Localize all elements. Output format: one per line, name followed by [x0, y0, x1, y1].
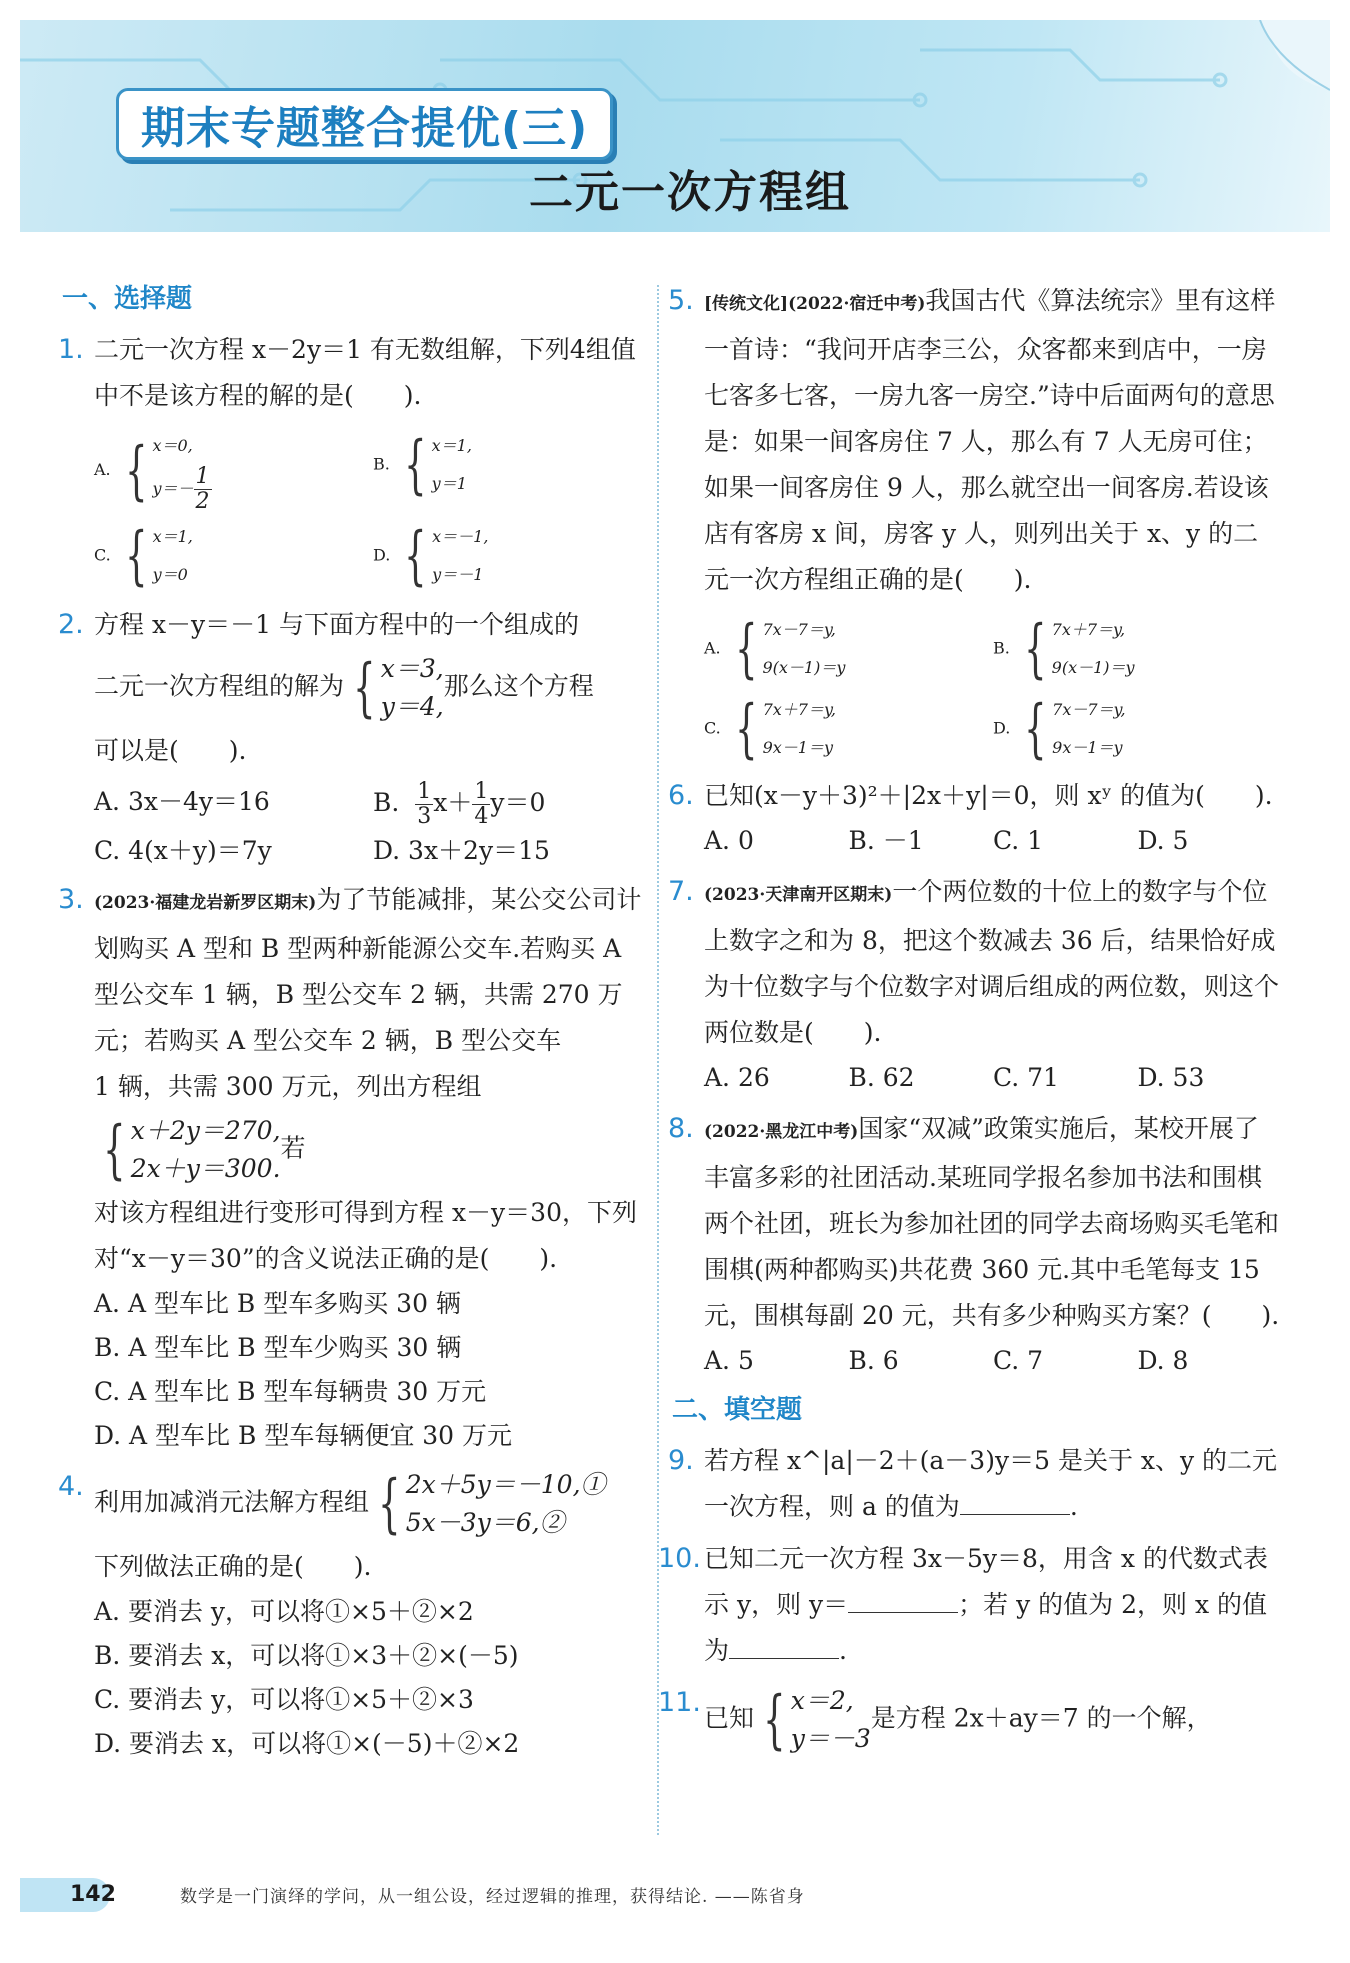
answer-blank[interactable] [848, 1582, 958, 1613]
q1-option-c: C. { x＝1, y＝0 [94, 519, 193, 593]
page-title: 二元一次方程组 [529, 167, 851, 218]
q3-option-b: B. A 型车比 B 型车少购买 30 辆 [94, 1333, 462, 1362]
question-number: 9. [668, 1445, 694, 1476]
q1-option-d: D. { x＝－1, y＝－1 [373, 519, 489, 593]
q2-options-row1 [62, 780, 652, 829]
q5-options-row2 [672, 689, 1282, 769]
question-4: 4. 利用加减消元法解方程组 { 2x＋5y＝－10,① 5x－3y＝6,② 下列做法正确的是( ). A. 要消去 y，可以将①×5＋②×2 B. 要消去 x，可以将①×3＋②×(－5) C. 要消去 y，可以将①×5＋②×3 D. 要消去 x，可以将①×(－5)＋②×2 [62, 1464, 652, 1766]
q3-option-c: C. A 型车比 B 型车每辆贵 30 万元 [94, 1377, 487, 1406]
fraction: $\frac{1}{2}$ [195, 464, 210, 514]
question-11: 11. 已知 { x＝2, y＝－3 是方程 2x＋ay＝7 的一个解， [672, 1680, 1282, 1760]
equation-system: { x＝0, y＝－ $\frac{1}{2}$ [124, 433, 210, 514]
chapter-tag-text: 期末专题整合提优(三) [141, 103, 589, 154]
question-number: 8. [668, 1113, 694, 1144]
question-2: 2. 方程 x－y＝－1 与下面方程中的一个组成的 二元一次方程组的解为 { x＝3, y＝4, 那么这个方程 可以是( ). [62, 602, 652, 774]
q1-option-a: A. { x＝0, y＝－ $\frac{1}{2}$ [94, 425, 373, 516]
question-number: 4. [58, 1471, 84, 1502]
question-source: (2023·福建龙岩新罗区期末) [94, 893, 317, 913]
q5-option-a: A. { 7x－7＝y, 9(x－1)＝y [704, 612, 846, 686]
question-source: (2022·黑龙江中考) [704, 1122, 859, 1142]
q8-options: A. 5 B. 6 C. 7 D. 8 [704, 1346, 1189, 1375]
q2-option-a: A. 3x－4y＝16 [94, 787, 270, 816]
q4-option-b: B. 要消去 x，可以将①×3＋②×(－5) [94, 1641, 519, 1670]
q1-option-b: B. { x＝1, y＝1 [373, 428, 472, 502]
chapter-tag [116, 88, 613, 160]
question-10: 10. 已知二元一次方程 3x－5y＝8，用含 x 的代数式表示 y，则 y＝ ；若 y 的值为 2，则 x 的值为 . [672, 1536, 1282, 1674]
q5-option-b: B. { 7x＋7＝y, 9(x－1)＝y [993, 612, 1135, 686]
equation-system: { x＝3, y＝4, [353, 651, 444, 725]
left-column [58, 278, 652, 1772]
q6-options: A. 0 B. －1 C. 1 D. 5 [704, 826, 1189, 855]
question-1 [58, 327, 652, 419]
right-column [658, 278, 1282, 1766]
question-number: 6. [668, 780, 694, 811]
equation-system: { 2x＋5y＝－10,① 5x－3y＝6,② [378, 1467, 606, 1541]
q3-option-d: D. A 型车比 B 型车每辆便宜 30 万元 [94, 1421, 513, 1450]
q4-option-c: C. 要消去 y，可以将①×5＋②×3 [94, 1685, 474, 1714]
q4-option-a: A. 要消去 y，可以将①×5＋②×2 [94, 1597, 474, 1626]
page-curl-icon [1220, 20, 1330, 130]
question-number: 2. [58, 609, 84, 640]
q5-option-d: D. { 7x－7＝y, 9x－1＝y [993, 692, 1126, 766]
page-footer [20, 1872, 1330, 1912]
q2-option-c: C. 4(x＋y)＝7y [94, 836, 272, 865]
question-7: 7. (2023·天津南开区期末)一个两位数的十位上的数字与个位上数字之和为 8，把这个数减去 36 后，结果恰好成为十位数字与个位数字对调后组成的两位数，则这个两位数是( ). A. 26 B. 62 C. 71 D. 53 [672, 869, 1282, 1100]
equation-system: { x＝2, y＝－3 [763, 1683, 871, 1757]
question-number: 11. [658, 1687, 701, 1718]
equation-system: { x＝1, y＝0 [125, 519, 193, 593]
question-number: 3. [58, 884, 84, 915]
q7-options: A. 26 B. 62 C. 71 D. 53 [704, 1063, 1205, 1092]
question-number: 7. [668, 876, 694, 907]
section-heading-fill: 二、填空题 [672, 1395, 803, 1425]
q2-option-b: B. $\frac{1}{3}$ x＋ $\frac{1}{4}$ y＝0 [373, 779, 546, 829]
q5-options-row1 [672, 609, 1282, 689]
section-heading-choice: 一、选择题 [62, 284, 193, 314]
answer-blank[interactable] [960, 1484, 1070, 1515]
question-3: 3. (2023·福建龙岩新罗区期末)为了节能减排，某公交公司计划购买 A 型和 B 型两种新能源公交车.若购买 A 型公交车 1 辆，B 型公交车 2 辆，共需 270 万元；若购买 A 型公交车 2 辆，B 型公交车 1 辆，共需 300 万元，列出方程组 { x＋2y＝270, 2x＋y＝300. 若 对该方程组进行变形可得到方程 x－y＝30，下列对“x－y＝30”的含义说法正确的是( ). A. A 型车比 B 型车多购买 30 辆 B. A 型车比 B 型车少购买 30 辆 C. A 型车比 B 型车每辆贵 30 万元 D. A 型车比 B 型车每辆便宜 30 万元 [62, 877, 652, 1458]
q5-option-c: C. { 7x＋7＝y, 9x－1＝y [704, 692, 836, 766]
answer-blank[interactable] [729, 1628, 839, 1659]
q2-options-row2 [62, 829, 652, 873]
q1-options-row2 [62, 516, 652, 596]
question-8: 8. (2022·黑龙江中考)国家“双减”政策实施后，某校开展了丰富多彩的社团活动.某班同学报名参加书法和围棋两个社团，班长为参加社团的同学去商场购买毛笔和围棋(两种都购买)共花费 360 元.其中毛笔每支 15 元，围棋每副 20 元，共有多少种购买方案？( ). A. 5 B. 6 C. 7 D. 8 [672, 1106, 1282, 1383]
footer-quote: 数学是一门演绎的学问，从一组公设，经过逻辑的推理，获得结论. ——陈省身 [180, 1887, 805, 1907]
page-number: 142 [20, 1878, 110, 1912]
question-text: 二元一次方程 x－2y＝1 有无数组解，下列4组值中不是该方程的解的是( ). [94, 335, 636, 410]
question-number: 1. [58, 334, 84, 365]
question-number: 10. [658, 1543, 701, 1574]
q4-option-d: D. 要消去 x，可以将①×(－5)＋②×2 [94, 1729, 520, 1758]
question-number: 5. [668, 285, 694, 316]
question-9: 9. 若方程 x^|a|－2＋(a－3)y＝5 是关于 x、y 的二元一次方程，则 a 的值为 . [672, 1438, 1282, 1530]
equation-system: { x＋2y＝270, 2x＋y＝300. [103, 1113, 281, 1187]
question-source: (2023·天津南开区期末) [704, 885, 893, 905]
equation-system: { x＝－1, y＝－1 [404, 519, 489, 593]
q1-options-row1 [62, 425, 652, 516]
q3-option-a: A. A 型车比 B 型车多购买 30 辆 [94, 1289, 461, 1318]
question-source: [传统文化](2022·宿迁中考) [704, 294, 926, 314]
equation-system: { x＝1, y＝1 [404, 428, 472, 502]
question-5: 5. [传统文化](2022·宿迁中考)我国古代《算法统宗》里有这样一首诗：“我问开店李三公，众客都来到店中，一房七客多七客，一房九客一房空.”诗中后面两句的意思是：如果一间客房住 7 人，那么有 7 人无房可住；如果一间客房住 9 人，那么就空出一间客房.若设该店有客房 x 间，房客 y 人，则列出关于 x、y 的二元一次方程组正确的是( ). [672, 278, 1282, 603]
question-6: 6. 已知(x－y＋3)²＋|2x＋y|＝0，则 xʸ 的值为( ). A. 0 B. －1 C. 1 D. 5 [672, 773, 1282, 863]
column-divider [657, 285, 659, 1835]
q2-option-d: D. 3x＋2y＝15 [373, 836, 550, 865]
